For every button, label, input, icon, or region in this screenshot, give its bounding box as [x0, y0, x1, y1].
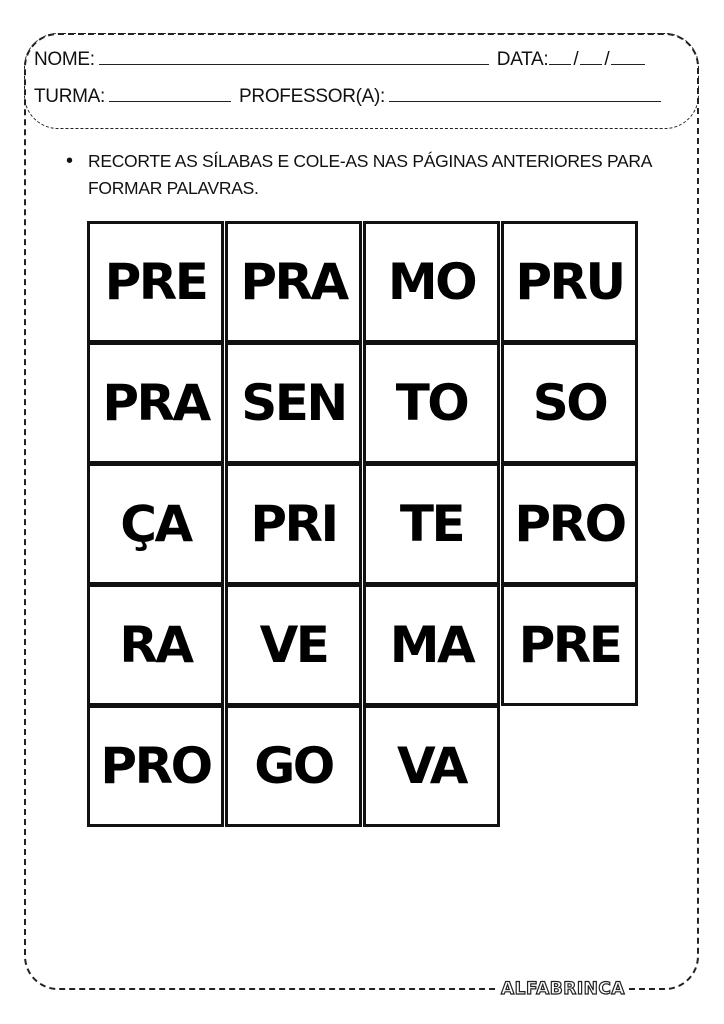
- instruction: [66, 148, 666, 202]
- syllable-card[interactable]: [225, 221, 362, 343]
- name-label: NOME:: [34, 49, 95, 70]
- syllable-card[interactable]: [363, 221, 500, 343]
- syllable-text: VE: [259, 616, 328, 674]
- syllable-text: RA: [119, 616, 192, 674]
- syllable-card[interactable]: [87, 584, 224, 706]
- syllable-text: MA: [389, 616, 474, 674]
- header-row-name-date: [34, 49, 646, 71]
- syllable-card[interactable]: [225, 705, 362, 827]
- syllable-text: PRA: [240, 253, 347, 311]
- syllable-text: PRE: [104, 253, 207, 311]
- syllable-text: PRA: [102, 374, 209, 432]
- date-day-field[interactable]: [549, 50, 571, 65]
- syllable-card[interactable]: [87, 463, 224, 585]
- teacher-label: PROFESSOR(A):: [239, 86, 386, 107]
- date-separator: /: [573, 49, 579, 70]
- syllable-text: PRI: [250, 495, 337, 553]
- syllable-card[interactable]: [87, 342, 224, 464]
- syllable-card[interactable]: [87, 705, 224, 827]
- class-label: TURMA:: [34, 86, 106, 107]
- syllable-text: VA: [397, 737, 466, 795]
- syllable-text: GO: [254, 737, 333, 795]
- syllable-text: TE: [399, 495, 464, 553]
- brand-logo: ALFABRINCA: [497, 975, 629, 1003]
- syllable-card[interactable]: [363, 463, 500, 585]
- syllable-text: PRO: [100, 737, 211, 795]
- syllable-card[interactable]: [501, 463, 638, 585]
- teacher-field[interactable]: [389, 87, 661, 102]
- header-box: [24, 33, 699, 129]
- bullet-icon: •: [66, 150, 73, 172]
- syllable-card[interactable]: [501, 342, 638, 464]
- syllable-text: PRU: [515, 253, 624, 311]
- syllable-text: SO: [532, 374, 607, 432]
- syllable-text: TO: [395, 374, 468, 432]
- date-separator: /: [604, 49, 610, 70]
- date-year-field[interactable]: [611, 50, 645, 65]
- syllable-card[interactable]: [501, 221, 638, 343]
- syllable-card[interactable]: [363, 705, 500, 827]
- syllable-card[interactable]: [363, 584, 500, 706]
- syllable-grid: [87, 222, 639, 827]
- date-month-field[interactable]: [580, 50, 602, 65]
- header-row-class-teacher: [34, 86, 665, 108]
- syllable-card[interactable]: [225, 342, 362, 464]
- syllable-card[interactable]: [225, 584, 362, 706]
- syllable-text: PRO: [514, 495, 625, 553]
- date-label: DATA:: [496, 49, 549, 70]
- syllable-card[interactable]: [363, 342, 500, 464]
- syllable-text: SEN: [241, 374, 346, 432]
- syllable-text: ÇA: [120, 495, 191, 553]
- syllable-card[interactable]: [225, 463, 362, 585]
- syllable-text: MO: [387, 253, 476, 311]
- syllable-text: PRE: [518, 616, 621, 674]
- syllable-card[interactable]: [87, 221, 224, 343]
- name-field[interactable]: [99, 50, 489, 65]
- class-field[interactable]: [109, 87, 231, 102]
- syllable-card[interactable]: [501, 584, 638, 706]
- instruction-text: RECORTE AS SÍLABAS E COLE-AS NAS PÁGINAS ANTERIORES PARA FORMAR PALAVRAS.: [88, 151, 652, 198]
